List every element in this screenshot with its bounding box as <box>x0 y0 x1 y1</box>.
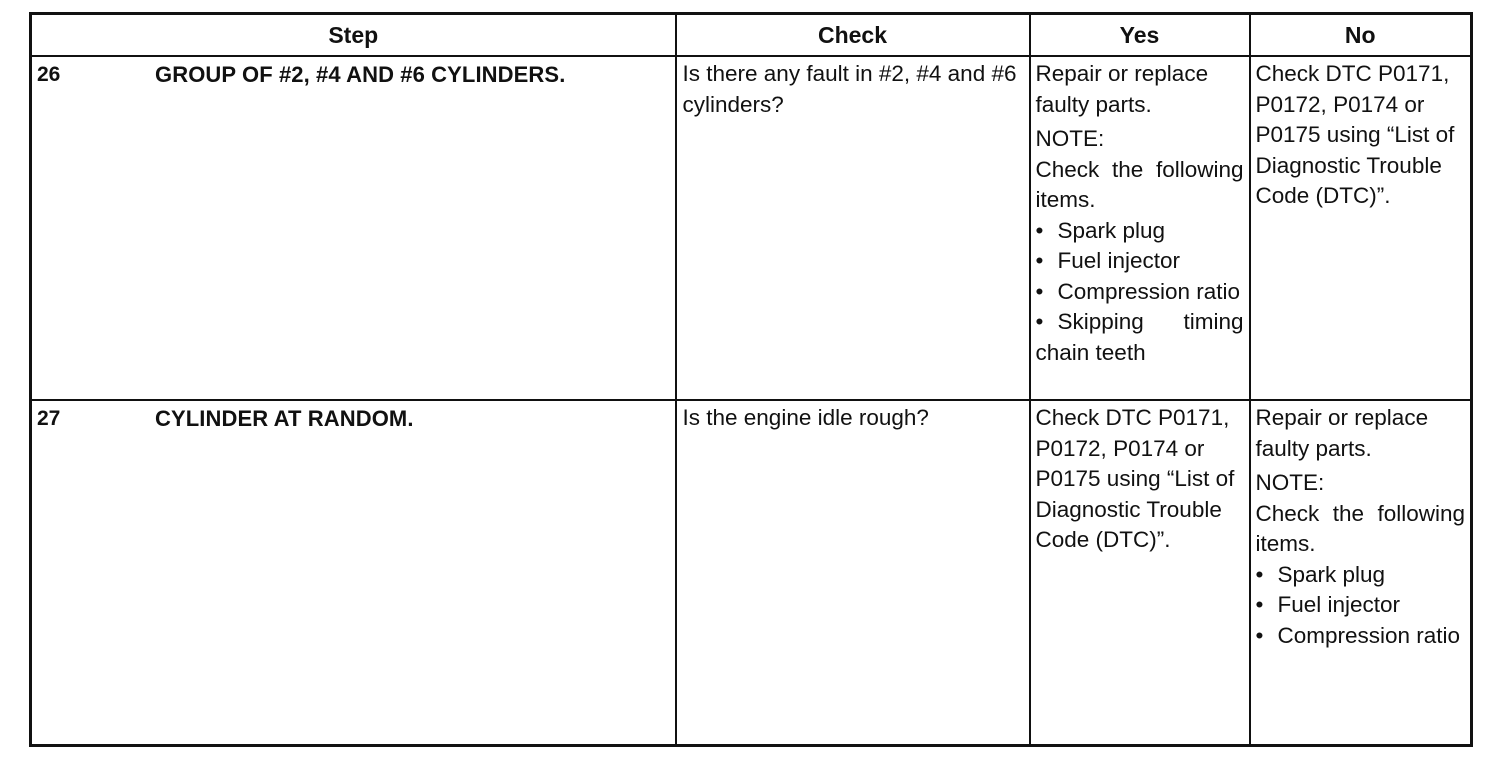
yes-content <box>1031 57 1249 368</box>
no-cell <box>1250 400 1472 746</box>
bullet-icon: • <box>1255 592 1264 617</box>
bullet-icon: • <box>1035 248 1044 273</box>
bullet-icon: • <box>1035 217 1044 243</box>
check-text: Is there any fault in #2, #4 and #6 cylinders? <box>682 61 1017 117</box>
note-text: Check the following items. <box>1035 156 1244 212</box>
header-no: No <box>1250 14 1472 57</box>
table-row <box>31 400 1472 746</box>
list-item <box>1036 277 1244 308</box>
yes-text: Repair or replace faulty parts. <box>1035 61 1209 117</box>
check-cell <box>676 56 1030 400</box>
list-item <box>1036 307 1244 368</box>
no-text: Repair or replace faulty parts. <box>1255 405 1429 461</box>
list-item <box>1036 216 1244 247</box>
step-cell <box>31 400 676 746</box>
bullet-icon: • <box>1255 561 1264 587</box>
no-cell <box>1250 56 1472 400</box>
no-text: Check DTC P0171, P0172, P0174 or P0175 using “List of Diagnostic Trouble Code (DTC)”. <box>1255 61 1455 208</box>
list-item <box>1256 560 1466 591</box>
list-item <box>1256 621 1466 652</box>
check-items-list <box>1256 560 1466 652</box>
list-item-label: Spark plug <box>1277 561 1386 587</box>
step-title: CYLINDER AT RANDOM. <box>155 406 414 431</box>
list-item-label: Fuel injector <box>1277 592 1401 617</box>
table-header-row <box>31 14 1472 57</box>
table-row <box>31 56 1472 400</box>
header-step: Step <box>31 14 676 57</box>
list-item <box>1256 590 1466 621</box>
step-number: 27 <box>37 407 61 430</box>
check-cell <box>676 400 1030 746</box>
list-item <box>1036 246 1244 277</box>
yes-cell <box>1030 56 1250 400</box>
bullet-icon: • <box>1035 309 1044 334</box>
list-item-label: Compression ratio <box>1057 278 1241 304</box>
header-check: Check <box>676 14 1030 57</box>
step-title: GROUP OF #2, #4 AND #6 CYLINDERS. <box>155 62 566 87</box>
note-text: Check the following items. <box>1255 500 1465 556</box>
note-label: NOTE: <box>1035 126 1105 151</box>
list-item-label: Spark plug <box>1057 217 1166 243</box>
step-number: 26 <box>37 63 61 86</box>
check-items-list <box>1036 216 1244 369</box>
bullet-icon: • <box>1035 278 1044 304</box>
yes-cell <box>1030 400 1250 746</box>
list-item-label: Compression ratio <box>1277 622 1461 648</box>
diagnostic-table <box>29 12 1473 747</box>
step-cell <box>31 56 676 400</box>
note-label: NOTE: <box>1255 470 1325 495</box>
bullet-icon: • <box>1255 622 1264 648</box>
list-item-label: Fuel injector <box>1057 248 1181 273</box>
yes-text: Check DTC P0171, P0172, P0174 or P0175 using “List of Diagnostic Trouble Code (DTC)”. <box>1035 405 1235 552</box>
header-yes: Yes <box>1030 14 1250 57</box>
list-item-label: Skipping timing chain teeth <box>1035 309 1244 365</box>
check-text: Is the engine idle rough? <box>682 405 929 430</box>
no-content <box>1251 401 1471 651</box>
